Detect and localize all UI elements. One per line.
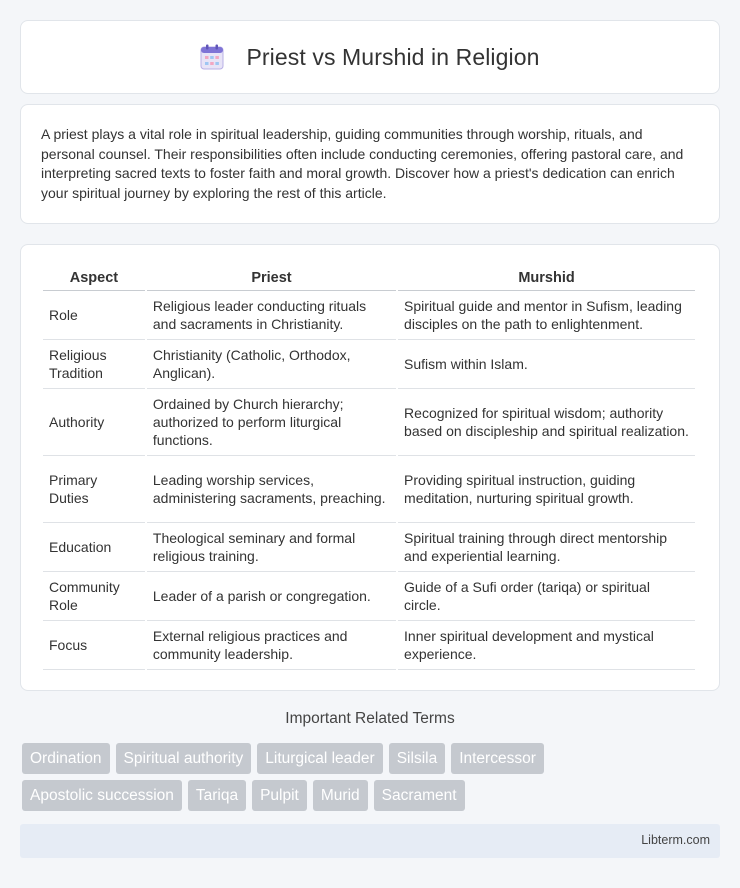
tag-liturgical-leader[interactable]: Liturgical leader — [257, 743, 382, 774]
tag-pulpit[interactable]: Pulpit — [252, 780, 307, 811]
cell-aspect: Focus — [43, 621, 145, 670]
tag-intercessor[interactable]: Intercessor — [451, 743, 544, 774]
cell-priest: Theological seminary and formal religious training. — [147, 523, 396, 572]
cell-aspect: Education — [43, 523, 145, 572]
table-row — [43, 456, 695, 523]
header-priest: Priest — [147, 265, 396, 291]
cell-aspect: Religious Tradition — [43, 340, 145, 389]
cell-priest: Religious leader conducting rituals and sacraments in Christianity. — [147, 291, 396, 340]
comparison-table — [41, 265, 697, 670]
tag-row — [22, 743, 722, 774]
tag-spiritual-authority[interactable]: Spiritual authority — [116, 743, 252, 774]
header-aspect: Aspect — [43, 265, 145, 291]
table-row — [43, 621, 695, 670]
comparison-table-card — [20, 244, 720, 691]
related-terms-tags — [22, 743, 722, 817]
cell-priest: Leading worship services, administering sacraments, preaching. — [147, 456, 396, 523]
cell-murshid: Spiritual training through direct mentorship and experiential learning. — [398, 523, 695, 572]
cell-priest: Leader of a parish or congregation. — [147, 572, 396, 621]
cell-murshid: Inner spiritual development and mystical experience. — [398, 621, 695, 670]
footer — [20, 824, 720, 858]
cell-murshid: Spiritual guide and mentor in Sufism, leading disciples on the path to enlightenment. — [398, 291, 695, 340]
tag-row — [22, 780, 722, 811]
cell-priest: Christianity (Catholic, Orthodox, Anglican). — [147, 340, 396, 389]
cell-murshid: Sufism within Islam. — [398, 340, 695, 389]
table-row — [43, 389, 695, 456]
header-card — [20, 20, 720, 94]
cell-aspect: Primary Duties — [43, 456, 145, 523]
tag-tariqa[interactable]: Tariqa — [188, 780, 246, 811]
cell-priest: Ordained by Church hierarchy; authorized to perform liturgical functions. — [147, 389, 396, 456]
footer-site-link[interactable]: Libterm.com — [641, 833, 710, 847]
tag-sacrament[interactable]: Sacrament — [374, 780, 465, 811]
related-terms-title: Important Related Terms — [285, 710, 455, 727]
cell-aspect: Community Role — [43, 572, 145, 621]
header-murshid: Murshid — [398, 265, 695, 291]
cell-murshid: Recognized for spiritual wisdom; authority based on discipleship and spiritual realization. — [398, 389, 695, 456]
table-row — [43, 340, 695, 389]
cell-priest: External religious practices and community leadership. — [147, 621, 396, 670]
tag-murid[interactable]: Murid — [313, 780, 368, 811]
intro-text: A priest plays a vital role in spiritual leadership, guiding communities through worship, rituals, and personal counsel. Their responsibilities often include conducting ceremonies, offering pastoral care, and interpreting sacred texts to foster faith and moral growth. Discover how a priest's dedication can enrich your spiritual journey by exploring the rest of this article. — [41, 126, 684, 201]
intro-card — [20, 104, 720, 224]
cell-aspect: Role — [43, 291, 145, 340]
cell-murshid: Providing spiritual instruction, guiding meditation, nurturing spiritual growth. — [398, 456, 695, 523]
tag-silsila[interactable]: Silsila — [389, 743, 445, 774]
table-header-row — [43, 265, 695, 291]
table-row — [43, 291, 695, 340]
cell-aspect: Authority — [43, 389, 145, 456]
page-title: Priest vs Murshid in Religion — [246, 43, 540, 70]
calendar-icon — [200, 44, 224, 70]
table-row — [43, 572, 695, 621]
table-row — [43, 523, 695, 572]
tag-apostolic-succession[interactable]: Apostolic succession — [22, 780, 182, 811]
cell-murshid: Guide of a Sufi order (tariqa) or spiritual circle. — [398, 572, 695, 621]
tag-ordination[interactable]: Ordination — [22, 743, 110, 774]
